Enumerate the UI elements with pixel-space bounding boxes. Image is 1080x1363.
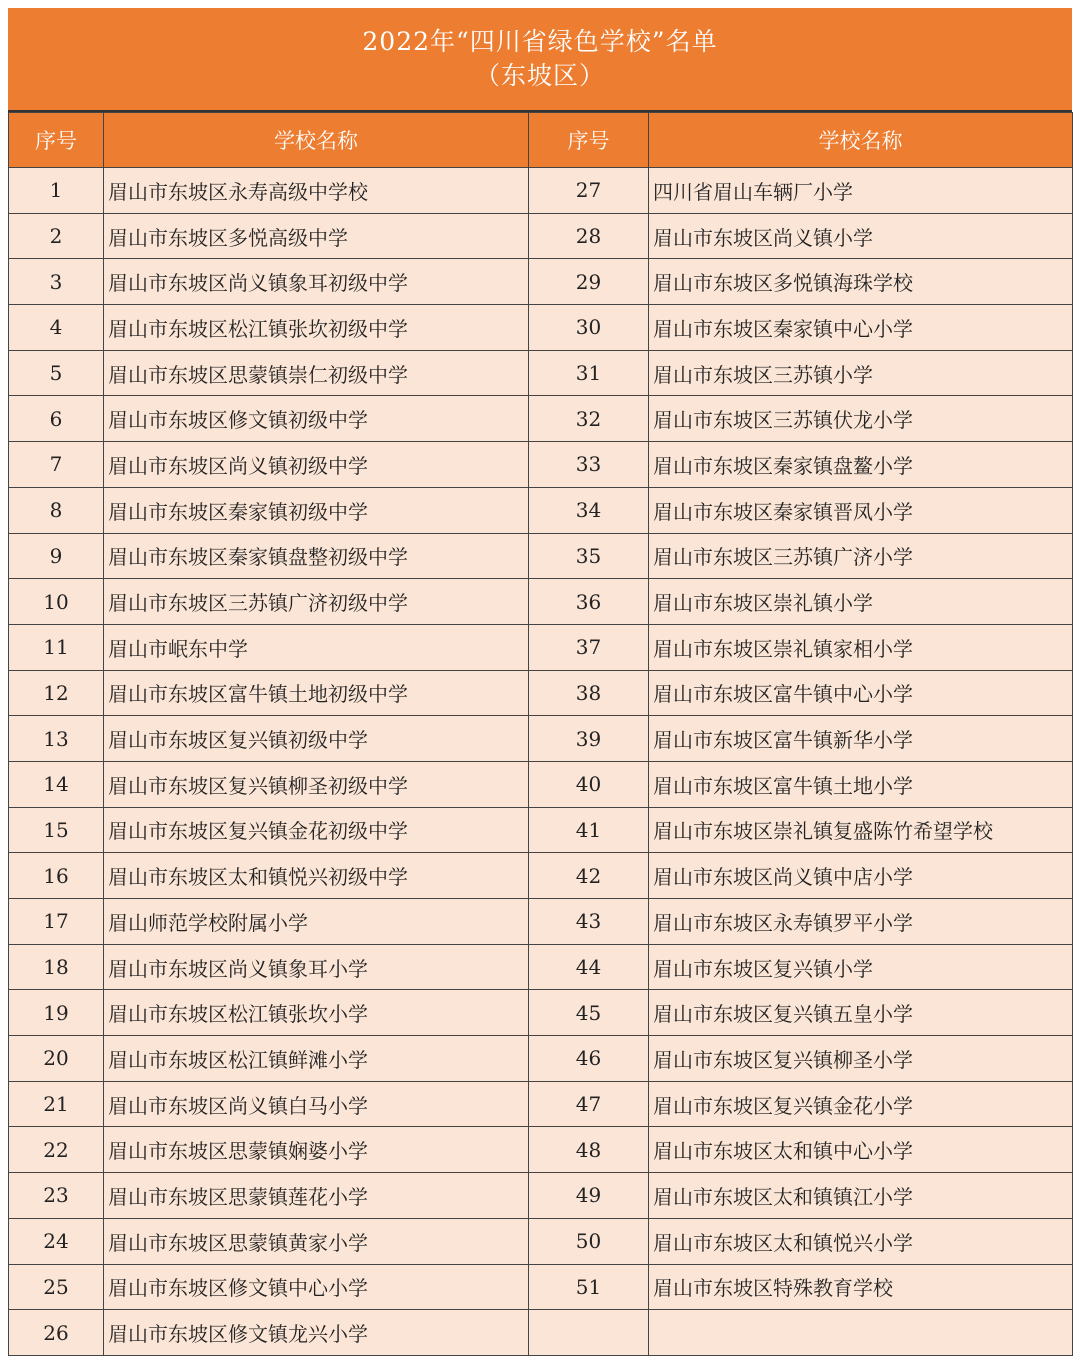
row-number-left: 6	[9, 396, 104, 442]
school-name-left: 眉山市东坡区修文镇中心小学	[104, 1264, 529, 1310]
row-number-right: 46	[529, 1036, 649, 1082]
table-row	[9, 1264, 1073, 1310]
row-number-right: 49	[529, 1173, 649, 1219]
school-name-right: 眉山市东坡区复兴镇五皇小学	[649, 990, 1073, 1036]
table-row	[9, 1173, 1073, 1219]
row-number-right: 34	[529, 487, 649, 533]
row-number-right: 37	[529, 624, 649, 670]
row-number-right: 27	[529, 168, 649, 214]
school-name-right: 眉山市东坡区秦家镇中心小学	[649, 305, 1073, 351]
row-number-left: 16	[9, 853, 104, 899]
school-name-left: 眉山市东坡区思蒙镇娴婆小学	[104, 1127, 529, 1173]
school-name-left: 眉山市东坡区尚义镇白马小学	[104, 1081, 529, 1127]
header-row	[9, 113, 1073, 168]
page-subtitle: （东坡区）	[474, 61, 605, 90]
table-row	[9, 624, 1073, 670]
row-number-right: 32	[529, 396, 649, 442]
school-name-left: 眉山市东坡区尚义镇象耳小学	[104, 944, 529, 990]
row-number-left: 1	[9, 168, 104, 214]
school-name-right: 眉山市东坡区永寿镇罗平小学	[649, 899, 1073, 945]
school-name-left: 眉山市东坡区尚义镇初级中学	[104, 442, 529, 488]
row-number-right: 48	[529, 1127, 649, 1173]
row-number-right: 39	[529, 716, 649, 762]
row-number-right: 29	[529, 259, 649, 305]
table-row	[9, 1218, 1073, 1264]
row-number-left: 14	[9, 761, 104, 807]
row-number-left: 17	[9, 899, 104, 945]
row-number-left: 10	[9, 579, 104, 625]
row-number-left: 24	[9, 1218, 104, 1264]
school-name-left: 眉山市岷东中学	[104, 624, 529, 670]
school-name-left: 眉山市东坡区松江镇鲜滩小学	[104, 1036, 529, 1082]
school-name-right: 眉山市东坡区特殊教育学校	[649, 1264, 1073, 1310]
header-school-name-right: 学校名称	[649, 113, 1073, 168]
row-number-right: 47	[529, 1081, 649, 1127]
row-number-right: 28	[529, 213, 649, 259]
table-row	[9, 807, 1073, 853]
school-name-right: 眉山市东坡区三苏镇广济小学	[649, 533, 1073, 579]
school-name-left: 眉山市东坡区多悦高级中学	[104, 213, 529, 259]
row-number-right: 36	[529, 579, 649, 625]
row-number-right: 33	[529, 442, 649, 488]
table-row	[9, 716, 1073, 762]
school-name-left: 眉山市东坡区松江镇张坎小学	[104, 990, 529, 1036]
school-name-right: 眉山市东坡区崇礼镇家相小学	[649, 624, 1073, 670]
school-name-right: 眉山市东坡区三苏镇伏龙小学	[649, 396, 1073, 442]
row-number-left: 4	[9, 305, 104, 351]
row-number-right: 31	[529, 350, 649, 396]
row-number-right: 50	[529, 1218, 649, 1264]
school-name-right: 眉山市东坡区多悦镇海珠学校	[649, 259, 1073, 305]
school-name-right: 眉山市东坡区尚义镇小学	[649, 213, 1073, 259]
table-row	[9, 761, 1073, 807]
row-number-right: 35	[529, 533, 649, 579]
row-number-left: 7	[9, 442, 104, 488]
school-name-left: 眉山市东坡区思蒙镇崇仁初级中学	[104, 350, 529, 396]
school-name-left: 眉山市东坡区松江镇张坎初级中学	[104, 305, 529, 351]
table-row	[9, 442, 1073, 488]
table-row	[9, 213, 1073, 259]
row-number-left: 20	[9, 1036, 104, 1082]
school-name-right: 眉山市东坡区崇礼镇小学	[649, 579, 1073, 625]
row-number-left: 21	[9, 1081, 104, 1127]
school-name-right: 眉山市东坡区复兴镇柳圣小学	[649, 1036, 1073, 1082]
school-name-left: 眉山市东坡区思蒙镇黄家小学	[104, 1218, 529, 1264]
school-name-left: 眉山市东坡区富牛镇土地初级中学	[104, 670, 529, 716]
table-row	[9, 396, 1073, 442]
table-row	[9, 1310, 1073, 1356]
row-number-left: 11	[9, 624, 104, 670]
school-name-right: 眉山市东坡区太和镇中心小学	[649, 1127, 1073, 1173]
school-name-right: 眉山市东坡区崇礼镇复盛陈竹希望学校	[649, 807, 1073, 853]
page-title: 2022年“四川省绿色学校”名单	[362, 27, 718, 56]
school-name-left: 眉山市东坡区秦家镇盘整初级中学	[104, 533, 529, 579]
table-row	[9, 944, 1073, 990]
school-name-right: 眉山市东坡区富牛镇土地小学	[649, 761, 1073, 807]
school-name-right: 眉山市东坡区富牛镇中心小学	[649, 670, 1073, 716]
school-name-right: 眉山市东坡区太和镇镇江小学	[649, 1173, 1073, 1219]
school-list-sheet	[8, 8, 1072, 1356]
school-name-right: 眉山市东坡区复兴镇金花小学	[649, 1081, 1073, 1127]
table-row	[9, 533, 1073, 579]
school-name-left: 眉山师范学校附属小学	[104, 899, 529, 945]
title-banner	[8, 8, 1072, 112]
school-name-left: 眉山市东坡区尚义镇象耳初级中学	[104, 259, 529, 305]
school-name-right	[649, 1310, 1073, 1356]
school-name-right: 四川省眉山车辆厂小学	[649, 168, 1073, 214]
row-number-right: 40	[529, 761, 649, 807]
school-name-right: 眉山市东坡区三苏镇小学	[649, 350, 1073, 396]
school-name-left: 眉山市东坡区复兴镇柳圣初级中学	[104, 761, 529, 807]
row-number-right: 41	[529, 807, 649, 853]
school-name-left: 眉山市东坡区思蒙镇莲花小学	[104, 1173, 529, 1219]
table-row	[9, 305, 1073, 351]
table-row	[9, 579, 1073, 625]
row-number-left: 12	[9, 670, 104, 716]
table-row	[9, 1081, 1073, 1127]
school-name-left: 眉山市东坡区三苏镇广济初级中学	[104, 579, 529, 625]
table-row	[9, 853, 1073, 899]
row-number-left: 3	[9, 259, 104, 305]
school-name-left: 眉山市东坡区秦家镇初级中学	[104, 487, 529, 533]
row-number-right: 43	[529, 899, 649, 945]
table-row	[9, 1036, 1073, 1082]
school-name-left: 眉山市东坡区复兴镇初级中学	[104, 716, 529, 762]
header-number-right: 序号	[529, 113, 649, 168]
table-row	[9, 670, 1073, 716]
school-name-right: 眉山市东坡区太和镇悦兴小学	[649, 1218, 1073, 1264]
row-number-right: 51	[529, 1264, 649, 1310]
row-number-left: 9	[9, 533, 104, 579]
table-row	[9, 350, 1073, 396]
table-row	[9, 1127, 1073, 1173]
row-number-right: 30	[529, 305, 649, 351]
header-school-name-left: 学校名称	[104, 113, 529, 168]
row-number-left: 25	[9, 1264, 104, 1310]
school-name-right: 眉山市东坡区秦家镇盘鳌小学	[649, 442, 1073, 488]
row-number-left: 19	[9, 990, 104, 1036]
row-number-left: 15	[9, 807, 104, 853]
school-name-right: 眉山市东坡区尚义镇中店小学	[649, 853, 1073, 899]
row-number-left: 22	[9, 1127, 104, 1173]
table-row	[9, 990, 1073, 1036]
school-name-left: 眉山市东坡区修文镇龙兴小学	[104, 1310, 529, 1356]
row-number-right: 45	[529, 990, 649, 1036]
row-number-left: 18	[9, 944, 104, 990]
school-name-left: 眉山市东坡区复兴镇金花初级中学	[104, 807, 529, 853]
school-name-right: 眉山市东坡区复兴镇小学	[649, 944, 1073, 990]
row-number-right	[529, 1310, 649, 1356]
table-row	[9, 487, 1073, 533]
school-name-right: 眉山市东坡区富牛镇新华小学	[649, 716, 1073, 762]
school-name-right: 眉山市东坡区秦家镇晋凤小学	[649, 487, 1073, 533]
table-row	[9, 168, 1073, 214]
row-number-right: 44	[529, 944, 649, 990]
school-name-left: 眉山市东坡区修文镇初级中学	[104, 396, 529, 442]
row-number-right: 42	[529, 853, 649, 899]
school-table	[8, 112, 1073, 1356]
row-number-left: 26	[9, 1310, 104, 1356]
table-row	[9, 899, 1073, 945]
header-number-left: 序号	[9, 113, 104, 168]
school-name-left: 眉山市东坡区永寿高级中学校	[104, 168, 529, 214]
row-number-left: 5	[9, 350, 104, 396]
row-number-left: 13	[9, 716, 104, 762]
table-row	[9, 259, 1073, 305]
row-number-left: 8	[9, 487, 104, 533]
row-number-left: 23	[9, 1173, 104, 1219]
school-name-left: 眉山市东坡区太和镇悦兴初级中学	[104, 853, 529, 899]
row-number-left: 2	[9, 213, 104, 259]
row-number-right: 38	[529, 670, 649, 716]
